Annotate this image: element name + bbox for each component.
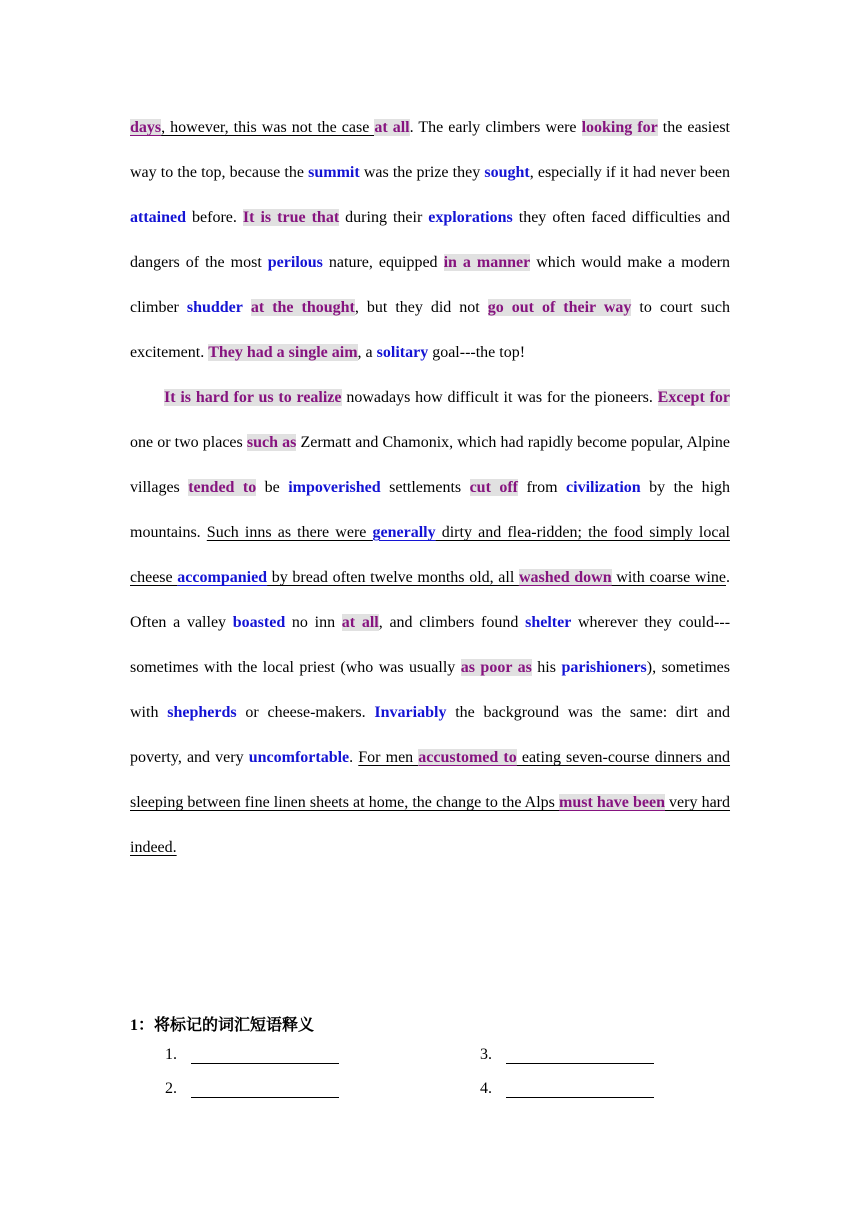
text-run: to court such excitement. [130, 299, 731, 361]
paragraph-2 [130, 375, 730, 870]
text-run: , and climbers found [378, 614, 526, 631]
key-phrase: It is true that [242, 209, 340, 226]
key-phrase: at the thought [250, 299, 355, 316]
text-run: goal---the top! [428, 344, 526, 361]
blank-item-2 [165, 1080, 339, 1102]
text-run: . Often a valley [130, 569, 730, 631]
text-run [243, 299, 251, 316]
text-run: nature, equipped [322, 254, 444, 271]
text-run: For men [358, 749, 419, 766]
item-number: 1. [165, 1046, 177, 1063]
keyword: parishioners [561, 659, 647, 676]
answer-line[interactable] [506, 1081, 654, 1098]
text-run: the background was the same: dirt and poverty, and very [130, 704, 731, 766]
text-run: they often faced difficulties and dangers of the most [130, 209, 731, 271]
key-phrase: must have been [559, 794, 665, 811]
text-run: by the high mountains. [130, 479, 731, 541]
paragraph-1 [130, 105, 730, 375]
keyword: civilization [566, 479, 641, 496]
text-run: , however, this was not the case [161, 119, 375, 136]
keyword: perilous [267, 254, 323, 271]
answer-line[interactable] [191, 1081, 339, 1098]
text-run: from [518, 479, 567, 496]
keyword: shepherds [167, 704, 237, 721]
keyword: solitary [376, 344, 429, 361]
blank-item-4 [480, 1080, 654, 1102]
text-run: the easiest way to the top, because the [130, 119, 731, 181]
text-run: during their [339, 209, 429, 226]
text-run: Such inns as there were [206, 524, 373, 541]
text-run: which would make a modern climber [130, 254, 731, 316]
text-run: . [349, 749, 359, 766]
text-run: no inn [285, 614, 342, 631]
keyword: Invariably [374, 704, 447, 721]
key-phrase: looking for [581, 119, 658, 136]
key-phrase: cut off [469, 479, 519, 496]
text-run: settlements [380, 479, 470, 496]
key-phrase: go out of their way [487, 299, 632, 316]
key-phrase: Except for [657, 389, 731, 406]
key-phrase: such as [246, 434, 297, 451]
text-run: wherever they could---sometimes with the local priest (who was usually [130, 614, 731, 676]
text-run: , a [357, 344, 377, 361]
key-phrase: It is hard for us to realize [164, 389, 342, 406]
exercise-title: 1：将标记的词汇短语释义 [130, 1017, 315, 1034]
keyword: uncomfortable [248, 749, 350, 766]
keyword: explorations [428, 209, 513, 226]
answer-line[interactable] [191, 1047, 339, 1064]
text-run: Zermatt and Chamonix, which had rapidly become popular, Alpine villages [130, 434, 731, 496]
key-phrase: days [130, 119, 162, 136]
key-phrase: They had a single aim [208, 344, 358, 361]
text-run: . The early climbers were [409, 119, 582, 136]
text-run: very hard indeed. [130, 794, 731, 856]
keyword: sought [484, 164, 530, 181]
text-run: before. [186, 209, 243, 226]
text-run: eating seven-course dinners and sleeping between fine linen sheets at home, the change to the Alps [130, 749, 731, 811]
keyword: summit [308, 164, 360, 181]
keyword: attained [130, 209, 186, 226]
keyword: shelter [525, 614, 572, 631]
blank-item-1 [165, 1046, 339, 1068]
item-number: 3. [480, 1046, 492, 1063]
item-number: 4. [480, 1080, 492, 1097]
text-run: , especially if it had never been [529, 164, 731, 181]
keyword: accompanied [177, 569, 268, 586]
text-run: or cheese-makers. [236, 704, 375, 721]
text-run: nowadays how difficult it was for the pioneers. [341, 389, 658, 406]
keyword: shudder [186, 299, 243, 316]
text-run: dirty and flea-ridden; the food simply local cheese [130, 524, 730, 586]
text-run: ), sometimes with [130, 659, 731, 721]
keyword: boasted [232, 614, 286, 631]
key-phrase: washed down [518, 569, 612, 586]
key-phrase: at all [341, 614, 379, 631]
key-phrase: at all [374, 119, 410, 136]
key-phrase: tended to [188, 479, 257, 496]
text-run: his [531, 659, 562, 676]
answer-line[interactable] [506, 1047, 654, 1064]
text-run: , but they did not [354, 299, 488, 316]
key-phrase: in a manner [443, 254, 531, 271]
text-run: one or two places [130, 434, 247, 451]
key-phrase: accustomed to [418, 749, 517, 766]
blank-item-3 [480, 1046, 654, 1068]
passage [130, 105, 730, 870]
keyword: impoverished [288, 479, 381, 496]
keyword: generally [372, 524, 436, 541]
text-run: was the prize they [359, 164, 485, 181]
item-number: 2. [165, 1080, 177, 1097]
key-phrase: as poor as [460, 659, 532, 676]
text-run: by bread often twelve months old, all [267, 569, 519, 586]
text-run: be [256, 479, 289, 496]
text-run: with coarse wine [611, 569, 726, 586]
